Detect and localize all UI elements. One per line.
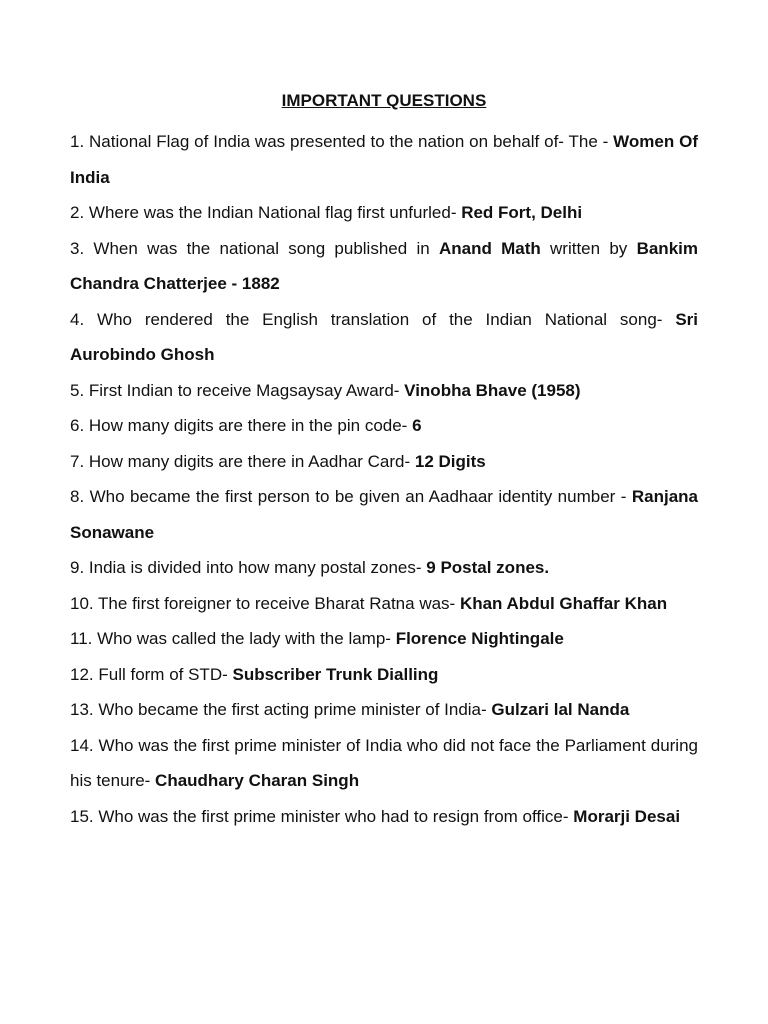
- question-answer: Florence Nightingale: [395, 629, 564, 648]
- question-2: [70, 195, 698, 231]
- question-1: [70, 124, 698, 195]
- question-13: [70, 692, 698, 728]
- question-list: [70, 124, 698, 834]
- question-10: [70, 586, 698, 622]
- question-text: 11. Who was called the lady with the lamp-: [70, 629, 396, 648]
- question-11: [70, 621, 698, 657]
- question-answer: 12 Digits: [414, 451, 486, 471]
- question-answer: Morarji Desai: [573, 806, 681, 826]
- question-text: 8. Who became the first person to be given an Aadhaar identity number -: [70, 487, 632, 506]
- question-text: 3. When was the national song published in: [70, 238, 439, 258]
- question-12: [70, 657, 698, 693]
- question-emphasis: Anand Math: [438, 238, 541, 258]
- question-answer: Chaudhary Charan Singh: [155, 771, 360, 790]
- question-text: 1. National Flag of India was presented to the nation on behalf of- The -: [70, 132, 614, 151]
- question-answer: Red Fort, Delhi: [461, 203, 583, 222]
- question-answer: Bankim Chandra Chatterjee - 1882: [70, 238, 698, 293]
- question-5: [70, 373, 698, 409]
- question-7: [70, 444, 698, 480]
- question-6: [70, 408, 698, 444]
- question-text: 12. Full form of STD-: [70, 664, 233, 684]
- question-answer: 6: [412, 416, 422, 435]
- page-title: IMPORTANT QUESTIONS: [281, 91, 487, 110]
- question-answer: 9 Postal zones.: [426, 558, 550, 577]
- question-8: [70, 479, 698, 550]
- question-15: [70, 799, 698, 835]
- question-text-continued: written by: [540, 238, 637, 258]
- question-answer: Subscriber Trunk Dialling: [232, 664, 439, 684]
- question-text: 2. Where was the Indian National flag first unfurled-: [70, 203, 462, 222]
- question-text: 14. Who was the first prime minister of India who did not face the Parliament during his tenure-: [70, 735, 698, 790]
- question-14: [70, 728, 698, 799]
- question-answer: Ranjana Sonawane: [70, 487, 698, 542]
- question-text: 7. How many digits are there in Aadhar Card-: [70, 451, 415, 471]
- question-text: 5. First Indian to receive Magsaysay Award-: [70, 380, 405, 400]
- question-answer: Sri Aurobindo Ghosh: [70, 309, 698, 364]
- question-text: 15. Who was the first prime minister who had to resign from office-: [70, 806, 574, 826]
- question-text: 10. The first foreigner to receive Bharat Ratna was-: [70, 593, 460, 613]
- question-text: 4. Who rendered the English translation of the Indian National song-: [70, 309, 676, 329]
- question-3: [70, 231, 698, 302]
- question-answer: Gulzari lal Nanda: [491, 700, 630, 719]
- question-answer: Women Of India: [70, 132, 698, 187]
- question-answer: Khan Abdul Ghaffar Khan: [459, 593, 668, 613]
- question-9: [70, 550, 698, 586]
- question-text: 6. How many digits are there in the pin code-: [70, 416, 413, 435]
- question-text: 9. India is divided into how many postal zones-: [70, 558, 427, 577]
- question-answer: Vinobha Bhave (1958): [404, 380, 581, 400]
- question-text: 13. Who became the first acting prime minister of India-: [70, 700, 492, 719]
- question-4: [70, 302, 698, 373]
